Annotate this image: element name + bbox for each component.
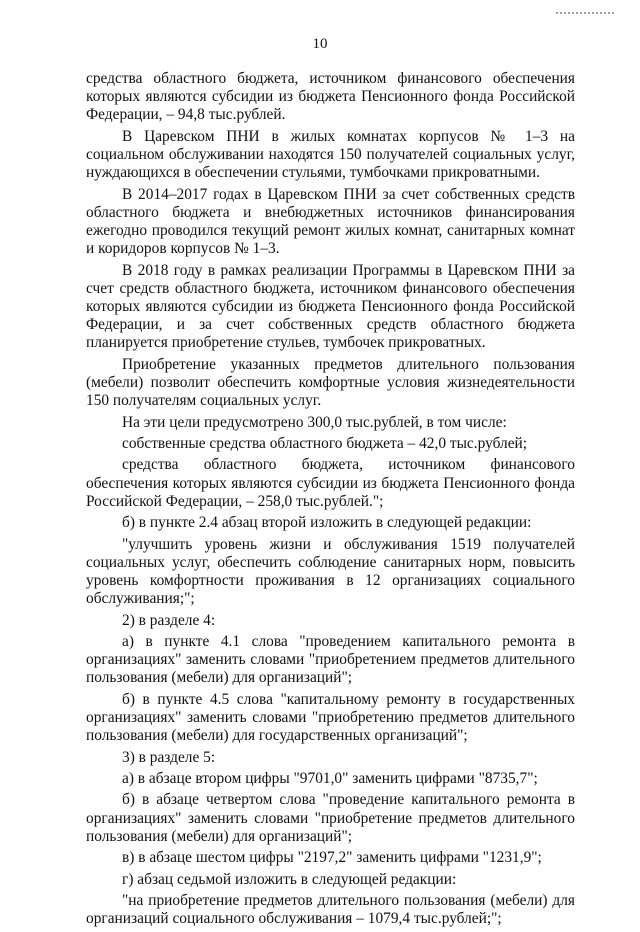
paragraph: г) абзац седьмой изложить в следующей редакции:: [122, 870, 457, 888]
paragraph: В 2018 году в рамках реализации Программы в Царевском ПНИ за счет средств областного бюджета, источником финансового обеспечения которых являются субсидии из бюджета Пенсионного фонда Российской Федерации, и за счет собственных средств областного бюджета планируется приобретение стульев, тумбочек прикроватных.: [86, 261, 575, 352]
paragraph: В 2014–2017 годах в Царевском ПНИ за счет собственных средств областного бюджета и внебюджетных источников финансирования ежегодно проводился текущий ремонт жилых комнат, санитарных комнат и коридоров корпусов № 1–3.: [86, 185, 575, 258]
paragraph: б) в пункте 4.5 слова "капитальному ремонту в государственных организациях" заменить словами "приобретению предметов длительного пользования (мебели) для государственных организаций";: [86, 690, 575, 745]
paragraph: средства областного бюджета, источником финансового обеспечения которых являются субсидии из бюджета Пенсионного фонда Российской Федерации, – 258,0 тыс.рублей.";: [86, 456, 575, 510]
paragraph: средства областного бюджета, источником финансового обеспечения которых являются субсидии из бюджета Пенсионного фонда Российской Федерации, – 94,8 тыс.рублей.: [86, 70, 575, 124]
paragraph: "на приобретение предметов длительного пользования (мебели) для организаций социального обслуживания – 1079,4 тыс.рублей;";: [86, 891, 575, 928]
paragraph: а) в абзаце втором цифры "9701,0" заменить цифрами "8735,7";: [122, 769, 538, 787]
paragraph: На эти цели предусмотрено 300,0 тыс.рублей, в том числе:: [122, 413, 507, 431]
paragraph: "улучшить уровень жизни и обслуживания 1519 получателей социальных услуг, обеспечить соблюдение санитарных норм, повысить уровень комфортности проживания в 12 организациях социального обслуживания;";: [86, 535, 575, 608]
document-body: [86, 70, 575, 932]
page-number: 10: [312, 36, 328, 52]
paragraph: б) в абзаце четвертом слова "проведение капитального ремонта в организациях" заменить словами "приобретение предметов длительного пользования (мебели) для организаций";: [86, 791, 575, 845]
paragraph: Приобретение указанных предметов длительного пользования (мебели) позволит обеспечить комфортные условия жизнедеятельности 150 получателям социальных услуг.: [86, 355, 575, 410]
paragraph: собственные средства областного бюджета – 42,0 тыс.рублей;: [122, 434, 528, 452]
paragraph: 3) в разделе 5:: [122, 748, 216, 766]
paragraph: 2) в разделе 4:: [122, 611, 216, 629]
paragraph: а) в пункте 4.1 слова "проведением капитального ремонта в организациях" заменить словами "приобретением предметов длительного пользования (мебели) для организаций";: [86, 632, 575, 687]
paragraph: В Царевском ПНИ в жилых комнатах корпусов № 1–3 на социальном обслуживании находятся 150 получателей социальных услуг, нуждающихся в обеспечении стульями, тумбочками прикроватными.: [86, 127, 575, 182]
paragraph: в) в абзаце шестом цифры "2197,2" заменить цифрами "1231,9";: [122, 849, 542, 867]
paragraph: б) в пункте 2.4 абзац второй изложить в следующей редакции:: [122, 514, 532, 532]
scan-artifact-mark: [556, 0, 614, 14]
